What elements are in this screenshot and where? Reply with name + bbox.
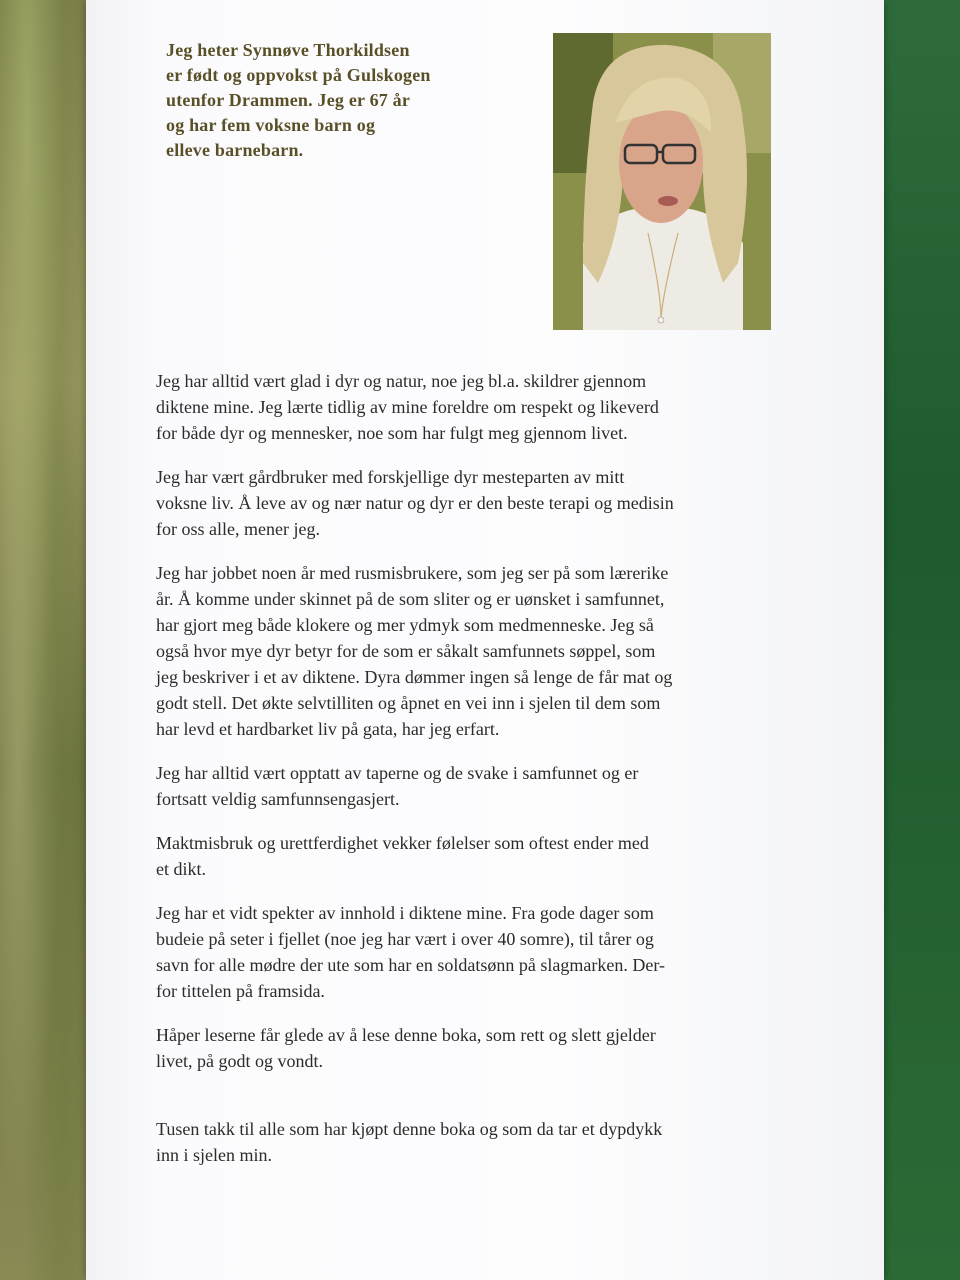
biography-text bbox=[156, 368, 776, 1186]
text-line: godt stell. Det økte selvtilliten og åpnet en vei inn i sjelen til dem som bbox=[156, 693, 661, 713]
tablecloth-background bbox=[0, 0, 90, 1280]
text-line: livet, på godt og vondt. bbox=[156, 1051, 323, 1071]
thanks-paragraph bbox=[156, 1116, 776, 1168]
text-line: også hvor mye dyr betyr for de som er såkalt samfunnets søppel, som bbox=[156, 641, 656, 661]
intro-line: elleve barnebarn. bbox=[166, 140, 304, 160]
text-line: voksne liv. Å leve av og nær natur og dyr er den beste terapi og medisin bbox=[156, 493, 674, 513]
author-portrait-photo bbox=[553, 33, 771, 330]
text-line: fortsatt veldig samfunnsengasjert. bbox=[156, 789, 400, 809]
text-line: Håper leserne får glede av å lese denne boka, som rett og slett gjelder bbox=[156, 1025, 656, 1045]
text-line: jeg beskriver i et av diktene. Dyra dømmer ingen så lenge de får mat og bbox=[156, 667, 673, 687]
text-line: for oss alle, mener jeg. bbox=[156, 519, 320, 539]
text-line: inn i sjelen min. bbox=[156, 1145, 272, 1165]
text-line: Maktmisbruk og urettferdighet vekker følelser som oftest ender med bbox=[156, 833, 649, 853]
intro-line: utenfor Drammen. Jeg er 67 år bbox=[166, 90, 411, 110]
text-line: Tusen takk til alle som har kjøpt denne boka og som da tar et dypdykk bbox=[156, 1119, 663, 1139]
text-line: Jeg har alltid vært glad i dyr og natur, noe jeg bl.a. skildrer gjennom bbox=[156, 371, 647, 391]
author-intro bbox=[166, 38, 506, 163]
intro-line: er født og oppvokst på Gulskogen bbox=[166, 65, 431, 85]
text-line: Jeg har vært gårdbruker med forskjellige dyr mesteparten av mitt bbox=[156, 467, 625, 487]
text-line: savn for alle mødre der ute som har en soldatsønn på slagmarken. Der- bbox=[156, 955, 665, 975]
paragraph bbox=[156, 830, 776, 882]
paragraph bbox=[156, 760, 776, 812]
paragraph bbox=[156, 368, 776, 446]
text-line: har gjort meg både klokere og mer ydmyk som medmenneske. Jeg så bbox=[156, 615, 654, 635]
intro-line: og har fem voksne barn og bbox=[166, 115, 376, 135]
text-line: budeie på seter i fjellet (noe jeg har vært i over 40 somre), til tårer og bbox=[156, 929, 654, 949]
text-line: et dikt. bbox=[156, 859, 206, 879]
text-line: har levd et hardbarket liv på gata, har jeg erfart. bbox=[156, 719, 500, 739]
text-line: år. Å komme under skinnet på de som sliter og er uønsket i samfunnet, bbox=[156, 589, 665, 609]
text-line: for tittelen på framsida. bbox=[156, 981, 325, 1001]
text-line: for både dyr og mennesker, noe som har fulgt meg gjennom livet. bbox=[156, 423, 628, 443]
paragraph bbox=[156, 900, 776, 1004]
book-page bbox=[86, 0, 884, 1280]
paragraph bbox=[156, 464, 776, 542]
text-line: Jeg har jobbet noen år med rusmisbrukere, som jeg ser på som lærerike bbox=[156, 563, 669, 583]
text-line: diktene mine. Jeg lærte tidlig av mine foreldre om respekt og likeverd bbox=[156, 397, 659, 417]
text-line: Jeg har alltid vært opptatt av taperne og de svake i samfunnet og er bbox=[156, 763, 639, 783]
paragraph bbox=[156, 1022, 776, 1074]
text-line: Jeg har et vidt spekter av innhold i diktene mine. Fra gode dager som bbox=[156, 903, 654, 923]
paragraph bbox=[156, 560, 776, 742]
intro-line: Jeg heter Synnøve Thorkildsen bbox=[166, 40, 410, 60]
